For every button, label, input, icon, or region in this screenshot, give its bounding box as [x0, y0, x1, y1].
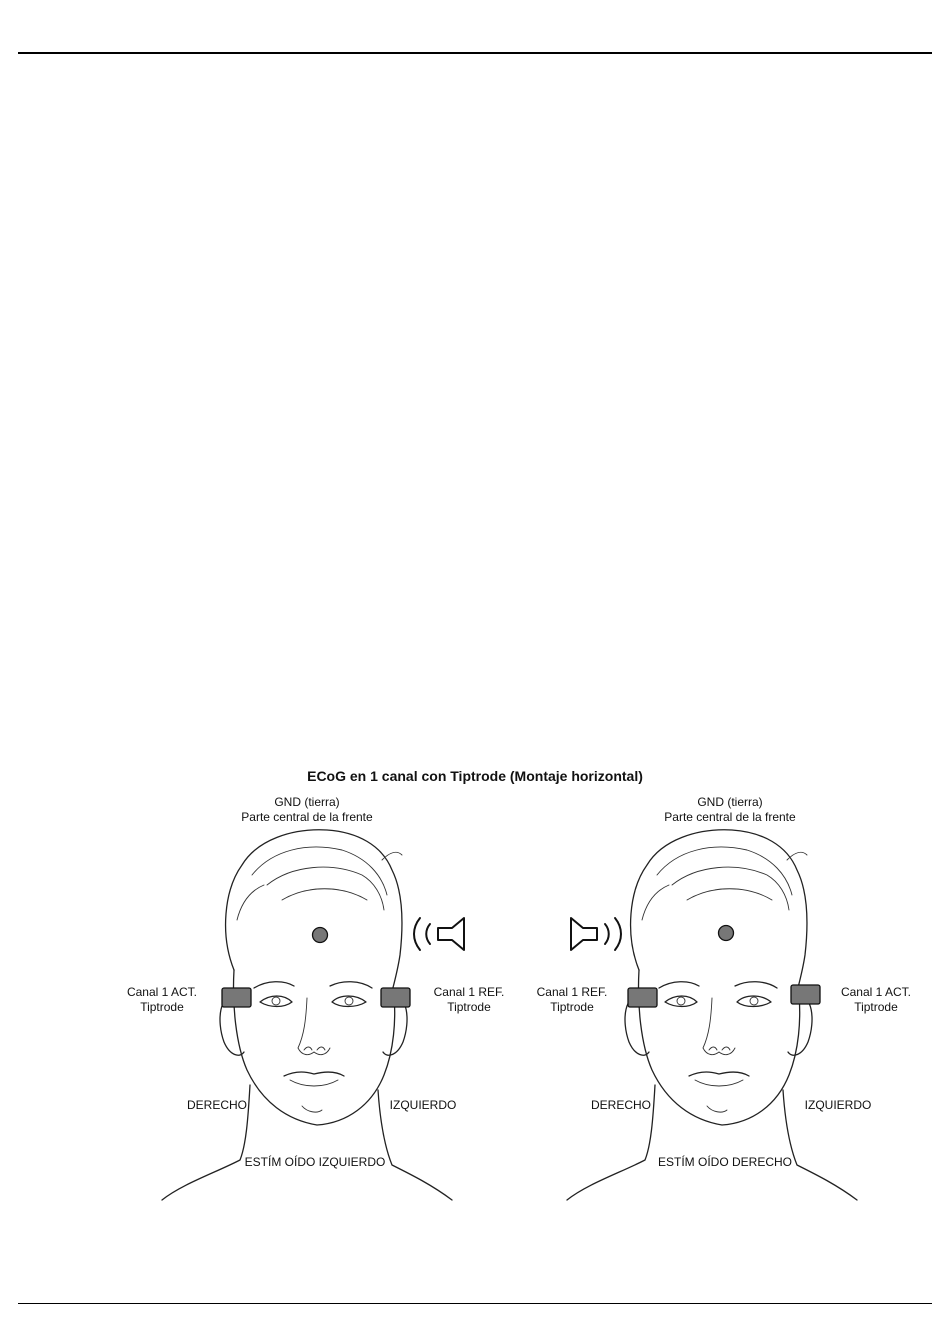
- figure-title: ECoG en 1 canal con Tiptrode (Montaje horizontal): [307, 768, 643, 784]
- right-gnd-electrode: [719, 926, 734, 941]
- right-gnd-label: [660, 795, 800, 825]
- right-panel-ref-line1: Canal 1 REF.: [536, 985, 608, 999]
- left-panel-act-line1: Canal 1 ACT.: [126, 985, 198, 999]
- right-panel-ref-label: [530, 985, 614, 1015]
- left-face-illustration: [162, 830, 452, 1200]
- right-panel-act-label: [834, 985, 918, 1015]
- left-panel-side-right: IZQUIERDO: [389, 1098, 457, 1112]
- right-panel-act-line1: Canal 1 ACT.: [840, 985, 912, 999]
- right-panel-act-line2: Tiptrode: [854, 1000, 898, 1014]
- left-panel-stim-label: ESTÍM OÍDO IZQUIERDO: [244, 1155, 386, 1169]
- right-panel-act-electrode: [791, 985, 820, 1004]
- left-panel-act-label: [120, 985, 204, 1015]
- left-panel-ref-line1: Canal 1 REF.: [433, 985, 505, 999]
- right-panel-stim-label: ESTÍM OÍDO DERECHO: [657, 1155, 792, 1169]
- speaker-facing-left-icon: [414, 918, 464, 950]
- left-gnd-line1: GND (tierra): [274, 795, 340, 809]
- right-gnd-line2: Parte central de la frente: [664, 810, 796, 824]
- left-panel-ref-label: [427, 985, 511, 1015]
- left-gnd-line2: Parte central de la frente: [241, 810, 373, 824]
- footer-rule: [18, 1303, 932, 1304]
- left-panel-act-electrode: [222, 988, 251, 1007]
- speaker-facing-right-icon: [571, 918, 621, 950]
- right-panel-side-right: IZQUIERDO: [804, 1098, 872, 1112]
- right-panel-ref-line2: Tiptrode: [550, 1000, 594, 1014]
- right-panel-ref-electrode: [628, 988, 657, 1007]
- right-gnd-line1: GND (tierra): [697, 795, 763, 809]
- left-panel-ref-electrode: [381, 988, 410, 1007]
- left-gnd-label: [237, 795, 377, 825]
- left-panel-ref-line2: Tiptrode: [447, 1000, 491, 1014]
- left-panel-side-left: DERECHO: [186, 1098, 247, 1112]
- left-gnd-electrode: [313, 928, 328, 943]
- left-panel-act-line2: Tiptrode: [140, 1000, 184, 1014]
- right-panel-side-left: DERECHO: [590, 1098, 651, 1112]
